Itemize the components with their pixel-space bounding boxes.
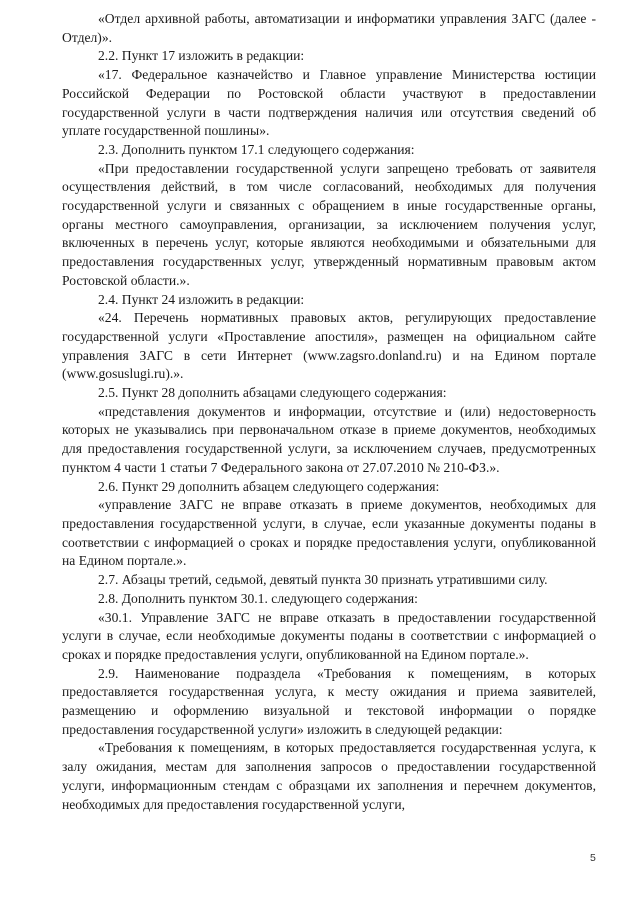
- paragraph-point-29-addition: «управление ЗАГС не вправе отказать в приеме документов, необходимых для предоставления государственной услуги, в случае, если указанные документы поданы в соответствии с информацией о сроках и порядке предоставления услуги, опубликованной на Едином портале.».: [62, 497, 596, 569]
- paragraph-point-24: «24. Перечень нормативных правовых актов, регулирующих предоставление государственной услуги «Проставление апостиля», размещен на официальном сайте управления ЗАГС в сети Интернет (www.zagsro.donland.ru) и на Едином портале (www.gosuslugi.ru).».: [62, 310, 596, 382]
- paragraph-point-17: «17. Федеральное казначейство и Главное управление Министерства юстиции Российской Федерации по Ростовской области участвуют в предоставлении государственной услуги в части подтверждения наличия или отсутствия сведений об уплате государственной пошлины».: [62, 67, 596, 139]
- paragraph-point-28-addition: «представления документов и информации, отсутствие и (или) недостоверность которых не указывались при первоначальном отказе в приеме документов, необходимых для предоставления государственной услуги, за исключением случаев, предусмотренных пунктом 4 части 1 статьи 7 Федерального закона от 27.07.2010 № 210-ФЗ.».: [62, 403, 596, 475]
- paragraph-item-2-4: 2.4. Пункт 24 изложить в редакции:: [98, 291, 305, 307]
- paragraph-item-2-6: 2.6. Пункт 29 дополнить абзацем следующего содержания:: [98, 478, 440, 494]
- paragraph-point-17-1: «При предоставлении государственной услуги запрещено требовать от заявителя осуществления действий, в том числе согласований, необходимых для получения государственной услуги и связанных с обращением в иные государственные органы, органы местного самоуправления, организации, за исключением получения услуг, включенных в перечень услуг, которые являются необходимыми и обязательными для предоставления государственных услуг, утвержденный нормативным правовым актом Ростовской области.».: [62, 160, 596, 288]
- paragraph-subsection-title: «Требования к помещениям, в которых предоставляется государственная услуга, к залу ожидания, местам для заполнения запросов о предоставлении государственной услуги, информационным стендам с образцами их заполнения и перечнем документов, необходимых для предоставления государственной услуги,: [62, 740, 596, 812]
- paragraph-item-2-8: 2.8. Дополнить пунктом 30.1. следующего содержания:: [98, 590, 418, 606]
- paragraph-item-2-3: 2.3. Дополнить пунктом 17.1 следующего содержания:: [98, 141, 415, 157]
- paragraph-otdel-definition: «Отдел архивной работы, автоматизации и информатики управления ЗАГС (далее - Отдел)».: [62, 11, 596, 45]
- paragraph-item-2-2: 2.2. Пункт 17 изложить в редакции:: [98, 48, 305, 64]
- page-number: 5: [590, 852, 596, 864]
- paragraph-item-2-5: 2.5. Пункт 28 дополнить абзацами следующего содержания:: [98, 385, 447, 401]
- document-body: [62, 10, 596, 814]
- paragraph-item-2-7: 2.7. Абзацы третий, седьмой, девятый пункта 30 признать утратившими силу.: [98, 572, 548, 588]
- paragraph-item-2-9: 2.9. Наименование подраздела «Требования к помещениям, в которых предоставляется государственная услуга, к месту ожидания и приема заявителей, размещению и оформлению визуальной и текстовой информации о порядке предоставления государственной услуги» изложить в следующей редакции:: [62, 665, 596, 737]
- paragraph-point-30-1: «30.1. Управление ЗАГС не вправе отказать в предоставлении государственной услуги в случае, если необходимые документы поданы в соответствии с информацией о сроках и порядке предоставления услуги, опубликованной на Едином портале.».: [62, 609, 596, 662]
